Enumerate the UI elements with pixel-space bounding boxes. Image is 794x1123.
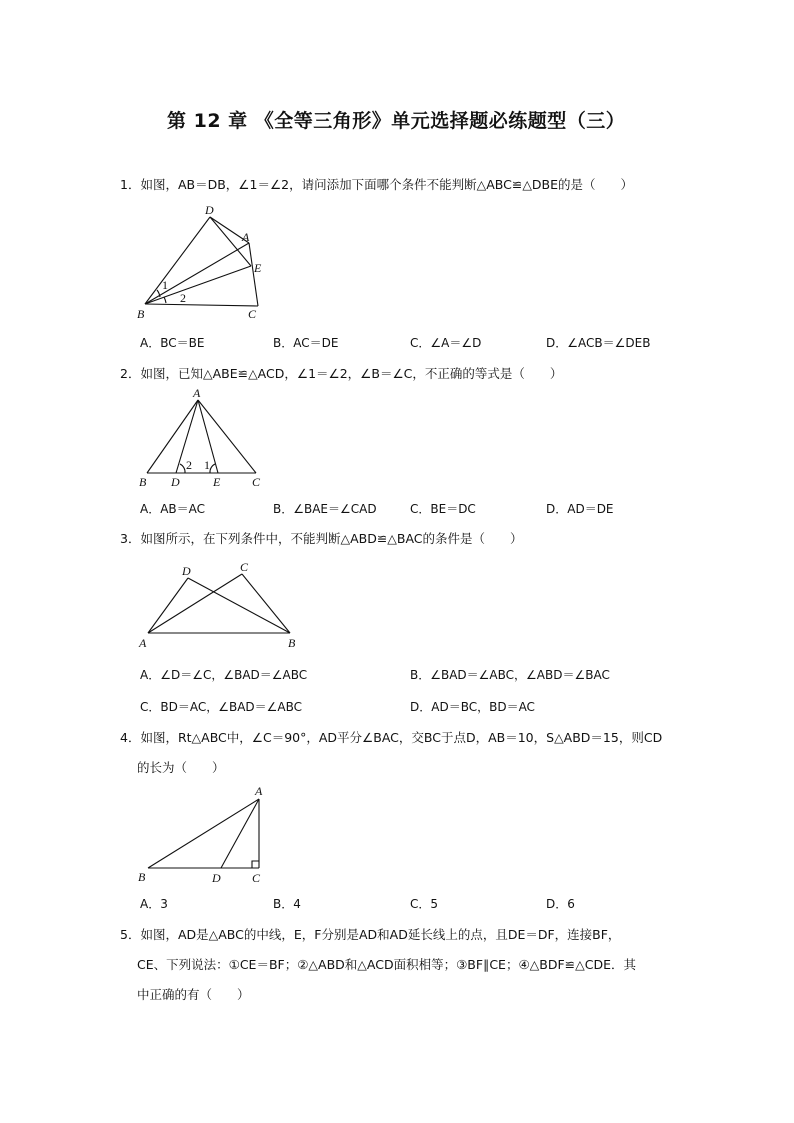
question-4-number: 4． [120, 730, 141, 745]
question-5-text-line-3: 中正确的有（ ） [137, 987, 250, 1002]
page-title: 第 12 章 《全等三角形》单元选择题必练题型（三） [167, 110, 626, 132]
question-5-stem-line-1: 如图，AD是△ABC的中线，E，F分别是AD和AD延长线上的点，且DE＝DF，连接BF， [140, 927, 621, 942]
q3-label-c: C [240, 560, 249, 574]
question-3-stem: 如图所示，在下列条件中，不能判断△ABD≌△BAC的条件是（ ） [140, 531, 523, 546]
q3-option-c: C．BD＝AC，∠BAD＝∠ABC [140, 700, 303, 714]
q3-label-a: A [139, 636, 147, 650]
q4-right-angle-mark [252, 861, 259, 868]
q4-option-b: B．4 [273, 897, 301, 911]
q3-option-d: D．AD＝BC，BD＝AC [410, 700, 535, 714]
q4-segment-da [221, 799, 259, 868]
question-2-stem: 如图，已知△ABE≌△ACD，∠1＝∠2，∠B＝∠C，不正确的等式是（ ） [140, 366, 563, 381]
q3-label-b: B [288, 636, 296, 650]
question-1-stem: 如图，AB＝DB，∠1＝∠2，请问添加下面哪个条件不能判断△ABC≌△DBE的是（ ） [140, 177, 634, 192]
q4-label-d: D [212, 871, 221, 885]
q2-option-c: C．BE＝DC [410, 502, 476, 516]
q2-label-angle-2: 2 [186, 458, 192, 472]
q2-label-a: A [193, 386, 201, 400]
question-3-number: 3． [120, 531, 141, 546]
q1-label-c: C [248, 307, 257, 321]
q4-label-b: B [138, 870, 146, 884]
q4-label-c: C [252, 871, 261, 885]
question-4-text-line-2: 的长为（ ） [137, 760, 225, 775]
q2-label-c: C [252, 475, 261, 489]
q1-option-d: D．∠ACB＝∠DEB [546, 336, 651, 350]
q2-label-b: B [139, 475, 147, 489]
question-5-text-line-2: CE、下列说法：①CE＝BF；②△ABD和△ACD面积相等；③BF∥CE；④△BDF≌△CDE．其 [137, 957, 636, 972]
q1-option-a: A．BC＝BE [140, 336, 205, 350]
q1-option-b: B．AC＝DE [273, 336, 339, 350]
q2-label-angle-1: 1 [204, 458, 210, 472]
q1-option-c: C．∠A＝∠D [410, 336, 482, 350]
q4-option-a: A．3 [140, 897, 168, 911]
q2-label-d: D [171, 475, 180, 489]
q4-segment-ba [148, 799, 259, 868]
question-4-stem-line-1: 如图，Rt△ABC中，∠C＝90°，AD平分∠BAC，交BC于点D，AB＝10，S△ABD＝15，则CD [140, 730, 663, 745]
q1-label-b: B [137, 307, 145, 321]
q3-option-b: B．∠BAD＝∠ABC，∠ABD＝∠BAC [410, 668, 610, 682]
q4-option-c: C．5 [410, 897, 439, 911]
question-5-number: 5． [120, 927, 141, 942]
q3-option-a: A．∠D＝∠C，∠BAD＝∠ABC [140, 668, 308, 682]
q2-option-a: A．AB＝AC [140, 502, 206, 516]
q4-option-d: D．6 [546, 897, 575, 911]
q2-option-d: D．AD＝DE [546, 502, 614, 516]
question-2-number: 2． [120, 366, 141, 381]
q1-label-angle-2: 2 [180, 291, 186, 305]
q1-label-angle-1: 1 [162, 278, 168, 292]
question-1-number: 1． [120, 177, 141, 192]
q1-label-d: D [205, 203, 214, 217]
q1-label-e: E [254, 261, 262, 275]
q4-label-a: A [255, 784, 263, 798]
q2-option-b: B．∠BAE＝∠CAD [273, 502, 377, 516]
q3-label-d: D [182, 564, 191, 578]
question-5-text-line-1 [120, 925, 620, 945]
q1-label-a: A [242, 230, 250, 244]
q2-label-e: E [213, 475, 221, 489]
